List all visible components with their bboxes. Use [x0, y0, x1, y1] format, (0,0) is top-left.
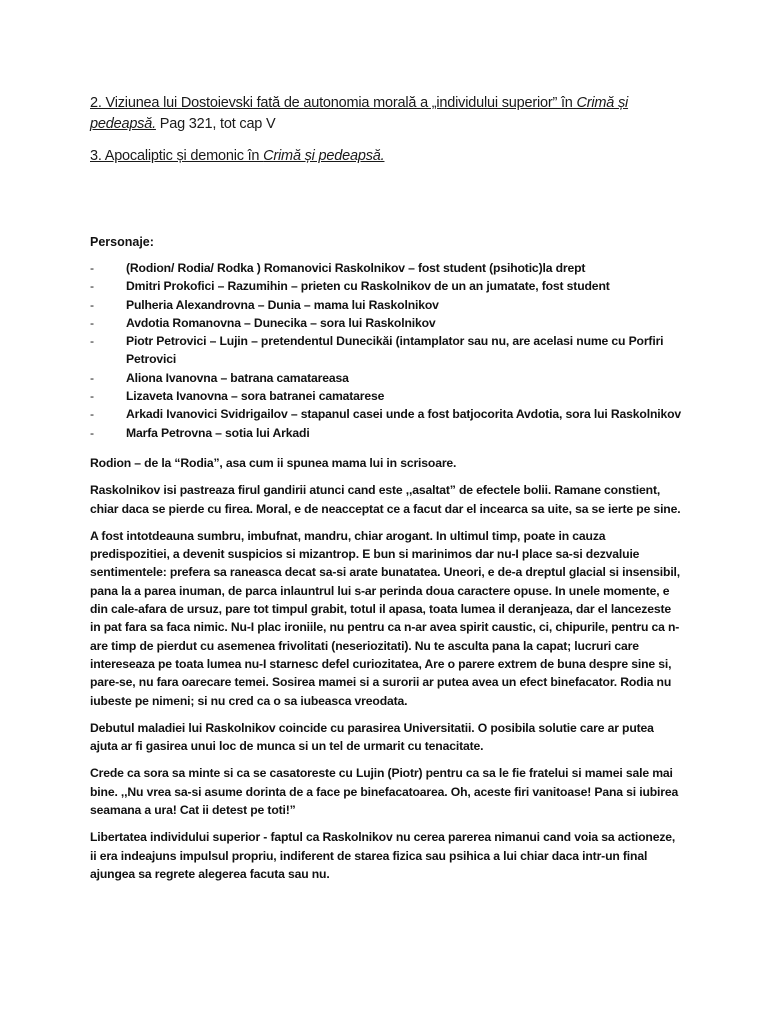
- list-item: [90, 387, 682, 405]
- paragraph-libertatea: Libertatea individului superior - faptul ca Raskolnikov nu cerea parerea nimanui cand voia sa actioneze, ii era indeajuns impulsul propriu, indiferent de starea fizica sau psihica a lui chiar daca intr-un final ajungea sa regrete alegerea facuta sau nu.: [90, 830, 676, 881]
- heading-3-prefix: 3. Apocaliptic și demonic în: [90, 148, 264, 164]
- list-item-text: Marfa Petrovna – sotia lui Arkadi: [126, 425, 310, 440]
- heading-2-title: Crimă și pedeapsă.: [90, 95, 629, 132]
- list-dash: -: [90, 389, 94, 404]
- list-dash: -: [90, 407, 94, 422]
- list-dash: -: [90, 279, 94, 294]
- list-item: [90, 314, 682, 332]
- list-item: [90, 332, 682, 369]
- paragraph-maladie: Debutul maladiei lui Raskolnikov coincide cu parasirea Universitatii. O posibila solutie care ar putea ajuta ar fi gasirea unui loc de munca si un tel de urmarit cu tenacitate.: [90, 720, 654, 754]
- section-label-personaje: Personaje:: [90, 235, 154, 249]
- list-item-text: Piotr Petrovici – Lujin – pretendentul Dunecikăi (intamplator sau nu, are acelasi nume cu Porfiri Petrovici: [126, 334, 664, 367]
- list-item-text: Arkadi Ivanovici Svidrigailov – stapanul casei unde a fost batjocorita Avdotia, sora lui Raskolnikov: [126, 407, 682, 422]
- heading-2-prefix: 2. Viziunea lui Dostoievski fată de autonomia morală a „individului superior” în: [90, 95, 577, 111]
- list-item-text: Aliona Ivanovna – batrana camatareasa: [126, 370, 349, 385]
- heading-2: [90, 93, 682, 135]
- document-page: [90, 93, 682, 883]
- list-item: [90, 424, 682, 442]
- list-item-text: Avdotia Romanovna – Dunecika – sora lui Raskolnikov: [126, 315, 436, 330]
- list-item-text: Lizaveta Ivanovna – sora batranei camatarese: [126, 389, 385, 404]
- paragraph-sora: Crede ca sora sa minte si ca se casatoreste cu Lujin (Piotr) pentru ca sa le fie fratelui si mamei sale mai bine. ,,Nu vrea sa-si asume dorinta de a face pe binefacatoarea. Oh, aceste firi vanitoase! Pana si iubirea seamana a ura! Cat ii detest pe toti!”: [90, 766, 679, 818]
- list-item: [90, 277, 682, 295]
- list-item-text: Dmitri Prokofici – Razumihin – prieten cu Raskolnikov de un an jumatate, fost student: [126, 279, 610, 294]
- characters-list: [90, 259, 682, 442]
- list-item-text: Pulheria Alexandrovna – Dunia – mama lui Raskolnikov: [126, 297, 439, 312]
- paragraph-caracter: A fost intotdeauna sumbru, imbufnat, mandru, chiar arogant. In ultimul timp, poate in cauza predispozitiei, a devenit suspicios si mizantrop. E bun si marinimos dar nu-I place sa-si dezvaluie sentimentele: prefera sa raneasca decat sa-si arate bunatatea. Uneori, e de-a dreptul glacial si insensibil, pana la a parea inuman, de parca inlauntrul lui s-ar perinda doua caractere opuse. In unele momente, e din cale-afara de ursuz, pare tot timpul grabit, totul il apasa, toata lumea il deranjeaza, dar el lancezeste in pat fara sa faca nimic. Nu-I plac ironiile, nu pentru ca n-ar avea spirit caustic, ci, chipurile, pentru ca n-are timp de pierdut cu asemenea frivolitati (neseriozitati). Nu te asculta pana la capat; lucruri care intereseaza pe toata lumea nu-I starnesc defel curiozitatea, Are o parere extrem de buna despre sine si, pare-se, nu fara oarecare temei. Sosirea mamei si a surorii ar putea avea un efect binefacator. Rodia nu iubeste pe nimeni; si nu cred ca o sa iubeasca vreodata.: [90, 528, 681, 708]
- list-item: [90, 405, 682, 423]
- list-item-text: (Rodion/ Rodia/ Rodka ) Romanovici Raskolnikov – fost student (psihotic)la drept: [126, 261, 586, 275]
- list-dash: -: [90, 315, 94, 330]
- paragraph-constient: Raskolnikov isi pastreaza firul gandirii atunci cand este ,,asaltat” de efectele bolii. Ramane constient, chiar daca se pierde cu firea. Moral, e de neacceptat ce a facut dar el incearca sa uite, sa se ierte pe sine.: [90, 483, 681, 516]
- heading-3-title: Crimă și pedeapsă.: [263, 148, 385, 164]
- heading-2-suffix: Pag 321, tot cap V: [155, 116, 276, 132]
- heading-3: [90, 146, 682, 167]
- list-dash: -: [90, 425, 94, 440]
- list-item: [90, 296, 682, 314]
- list-dash: -: [90, 297, 94, 312]
- list-dash: -: [90, 370, 94, 385]
- list-item: [90, 259, 682, 277]
- list-dash: -: [90, 261, 94, 275]
- list-dash: -: [90, 334, 94, 349]
- paragraph-rodion: Rodion – de la “Rodia”, asa cum ii spunea mama lui in scrisoare.: [90, 455, 457, 470]
- list-item: [90, 369, 682, 387]
